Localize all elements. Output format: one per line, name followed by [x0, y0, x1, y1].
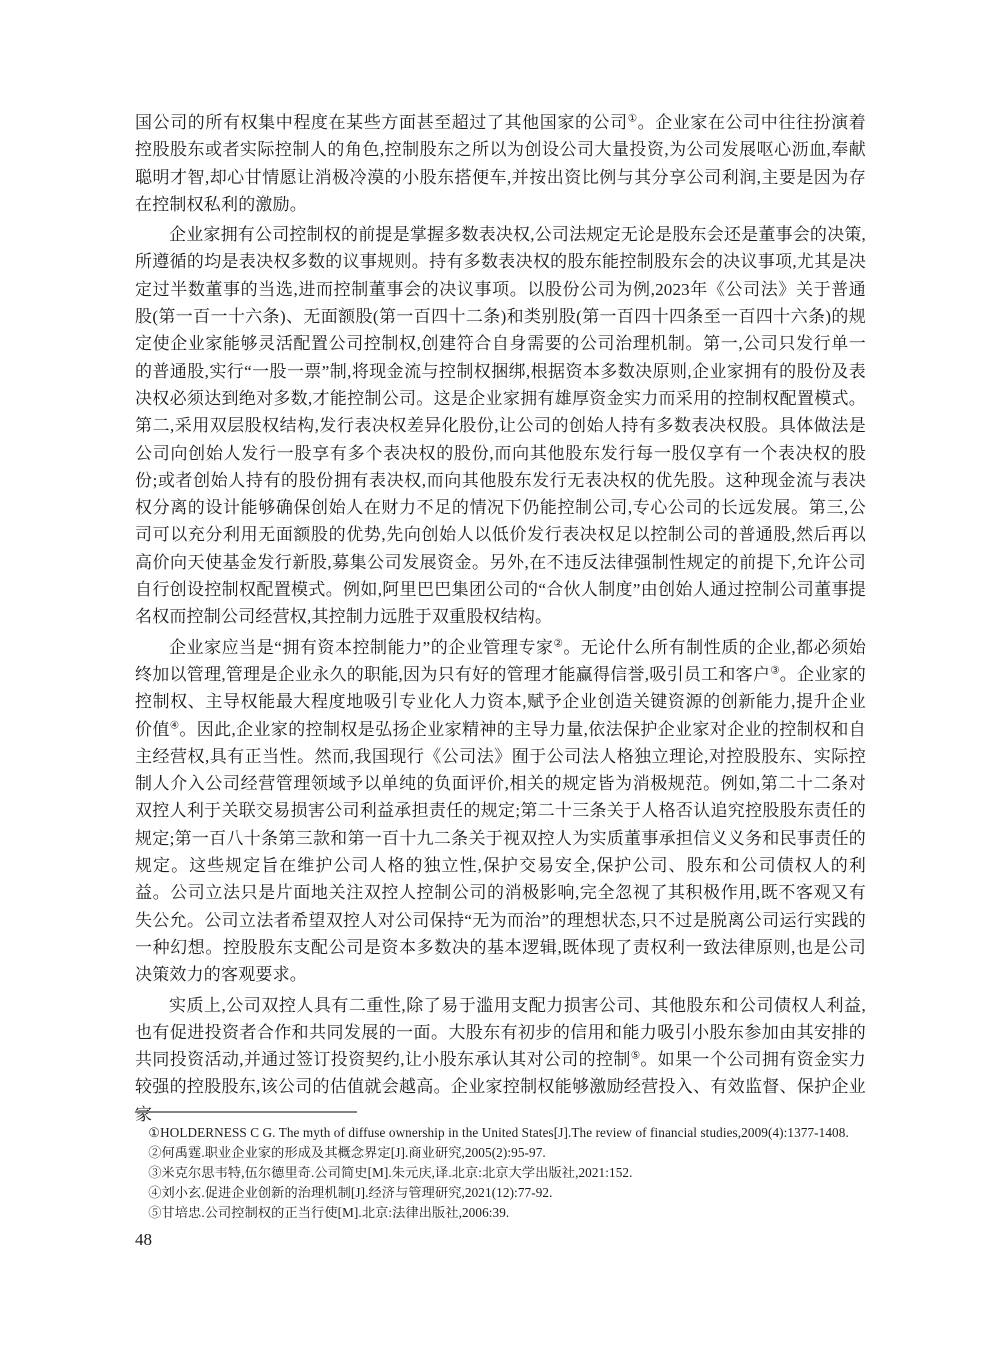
footnote-5: ⑤甘培忠.公司控制权的正当行使[M].北京:法律出版社,2006:39.: [148, 1205, 510, 1220]
paragraph-entrepreneur-control: 企业家应当是“拥有资本控制能力”的企业管理专家②。无论什么所有制性质的企业,都必须始终加以管理,管理是企业永久的职能,因为只有好的管理才能赢得信誉,吸引员工和客户③。企业家的控制权、主导权能最大程度地吸引专业化人力资本,赋予企业创造关键资源的创新能力,提升企业价值④。因此,企业家的控制权是弘扬企业家精神的主导力量,依法保护企业家对企业的控制权和自主经营权,具有正当性。然而,我国现行《公司法》囿于公司法人格独立理论,对控股股东、实际控制人介入公司经营管理领域予以单纯的负面评价,相关的规定皆为消极规范。例如,第二十二条对双控人利于关联交易损害公司利益承担责任的规定;第二十三条关于人格否认追究控股股东责任的规定;第一百八十条第三款和第一百十九二条关于视双控人为实质董事承担信义义务和民事责任的规定。这些规定旨在维护公司人格的独立性,保护交易安全,保护公司、股东和公司债权人的利益。公司立法只是片面地关注双控人控制公司的消极影响,完全忽视了其积极作用,既不客观又有失公允。公司立法者希望双控人对公司保持“无为而治”的理想状态,只不过是脱离公司运行实践的一种幻想。控股股东支配公司是资本多数决的基本逻辑,既体现了责权利一致法律原则,也是公司决策效力的客观要求。: [135, 637, 866, 985]
footnote-4: ④刘小玄.促进企业创新的治理机制[J].经济与管理研究,2021(12):77-92.: [148, 1185, 553, 1200]
footnote-separator: [135, 1111, 357, 1113]
page-number: 48: [135, 1230, 152, 1249]
paragraph-voting-rights: 企业家拥有公司控制权的前提是掌握多数表决权,公司法规定无论是股东会还是董事会的决策,所遵循的均是表决权多数的议事规则。持有多数表决权的股东能控制股东会的决议事项,尤其是决定过半数董事的当选,进而控制董事会的决议事项。以股份公司为例,2023年《公司法》关于普通股(第一百一十六条)、无面额股(第一百四十二条)和类别股(第一百四十四条至一百四十六条)的规定使企业家能够灵活配置公司控制权,创建符合自身需要的公司治理机制。第一,公司只发行单一的普通股,实行“一股一票”制,将现金流与控制权捆绑,根据资本多数决原则,企业家拥有的股份及表决权必须达到绝对多数,才能控制公司。这是企业家拥有雄厚资金实力而采用的控制权配置模式。第二,采用双层股权结构,发行表决权差异化股份,让公司的创始人持有多数表决权股。具体做法是公司向创始人发行一股享有多个表决权的股份,而向其他股东发行每一股仅享有一个表决权的股份;或者创始人持有的股份拥有表决权,而向其他股东发行无表决权的优先股。这种现金流与表决权分离的设计能够确保创始人在财力不足的情况下仍能控制公司,专心公司的长远发展。第三,公司可以充分利用无面额股的优势,先向创始人以低价发行表决权足以控制公司的普通股,然后再以高价向天使基金发行新股,募集公司发展资金。另外,在不违反法律强制性规定的前提下,允许公司自行创设控制权配置模式。例如,阿里巴巴集团公司的“合伙人制度”由创始人通过控制公司董事提名权而控制公司经营权,其控制力远胜于双重股权结构。: [135, 225, 866, 627]
footnote-marker: ①: [627, 113, 638, 125]
paragraph-dual-nature: 实质上,公司双控人具有二重性,除了易于滥用支配力损害公司、其他股东和公司债权人利益,也有促进投资者合作和共同发展的一面。大股东有初步的信用和能力吸引小股东参加由其安排的共同投资活动,并通过签订投资契约,让小股东承认其对公司的控制⑤。如果一个公司拥有资金实力较强的控股股东,该公司的估值就会越高。企业家控制权能够激励经营投入、有效监督、保护企业家: [135, 995, 866, 1124]
footnotes-section: [135, 1111, 866, 1223]
footnote-2: ②何禹霆.职业企业家的形成及其概念界定[J].商业研究,2005(2):95-97.: [148, 1145, 546, 1160]
footnote-1: ①HOLDERNESS C G. The myth of diffuse ownership in the United States[J].The review of financial studies,2009(4):1377-1408.: [148, 1125, 849, 1140]
footnote-marker: ⑤: [630, 1050, 641, 1062]
paragraph-continuation: 国公司的所有权集中程度在某些方面甚至超过了其他国家的公司①。企业家在公司中往往扮演着控股股东或者实际控制人的角色,控制股东之所以为创设公司大量投资,为公司发展呕心沥血,奉献聪明才智,却心甘情愿让消极冷漠的小股东搭便车,并按出资比例与其分享公司利润,主要是因为存在控制权私利的激励。: [135, 113, 866, 214]
footnote-marker: ②: [553, 637, 564, 649]
footnote-marker: ④: [169, 719, 180, 731]
body-text: [135, 109, 866, 1128]
footnote-marker: ③: [770, 665, 780, 677]
footnote-3: ③米克尔思韦特,伍尔德里奇.公司简史[M].朱元庆,译.北京:北京大学出版社,2021:152.: [148, 1165, 633, 1180]
